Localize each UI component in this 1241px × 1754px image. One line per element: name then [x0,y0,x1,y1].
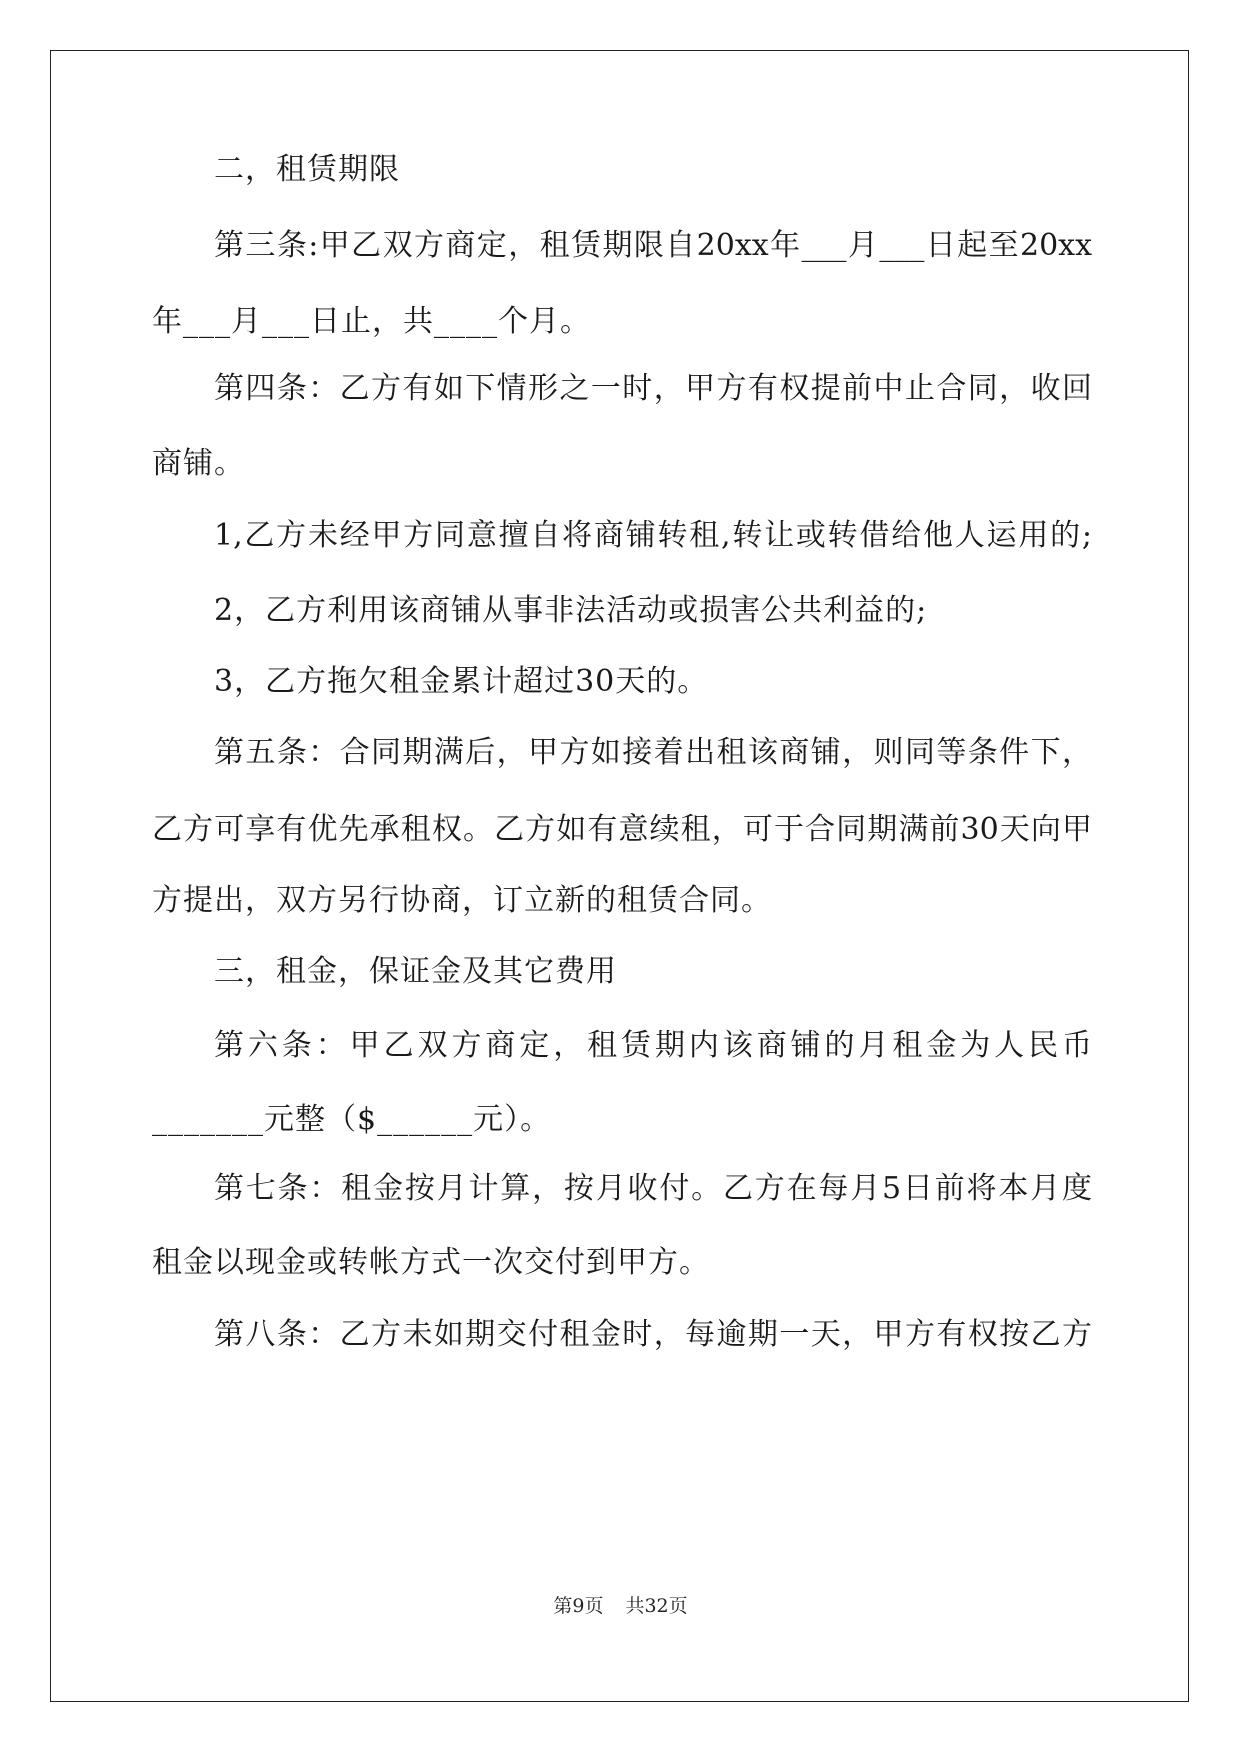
page-footer [0,1594,1241,1618]
clause-4-item-3: 3，乙方拖欠租金累计超过30天的。 [214,664,709,699]
page-border [50,50,1189,1702]
clause-4-line-2: 商铺。 [152,446,245,481]
clause-5-line-1: 第五条：合同期满后，甲方如接着出租该商铺，则同等条件下， [214,735,1092,770]
total-pages: 共32页 [625,1595,688,1617]
clause-4-line-1: 第四条：乙方有如下情形之一时，甲方有权提前中止合同，收回 [214,371,1092,406]
clause-7-line-1: 第七条：租金按月计算，按月收付。乙方在每月5日前将本月度 [214,1171,1092,1206]
page-number: 第9页 [553,1595,604,1617]
clause-7-line-2: 租金以现金或转帐方式一次交付到甲方。 [152,1245,710,1280]
clause-3-line-1: 第三条:甲乙双方商定，租赁期限自20xx年___月___日起至20xx [214,228,1092,263]
clause-4-item-2: 2，乙方利用该商铺从事非法活动或损害公共利益的; [214,593,928,628]
clause-5-line-3: 方提出，双方另行协商，订立新的租赁合同。 [152,883,772,918]
section-heading-lease-term: 二，租赁期限 [214,152,400,187]
clause-6-line-1: 第六条：甲乙双方商定，租赁期内该商铺的月租金为人民币 [214,1028,1092,1063]
clause-8-line-1: 第八条：乙方未如期交付租金时，每逾期一天，甲方有权按乙方 [214,1317,1092,1352]
section-heading-rent: 三，租金，保证金及其它费用 [214,954,617,989]
clause-4-item-1: 1,乙方未经甲方同意擅自将商铺转租,转让或转借给他人运用的; [214,518,1092,553]
clause-6-line-2: _______元整（$______元）。 [152,1102,552,1137]
clause-5-line-2: 乙方可享有优先承租权。乙方如有意续租，可于合同期满前30天向甲 [152,812,1092,847]
clause-3-line-2: 年___月___日止，共____个月。 [152,304,591,339]
